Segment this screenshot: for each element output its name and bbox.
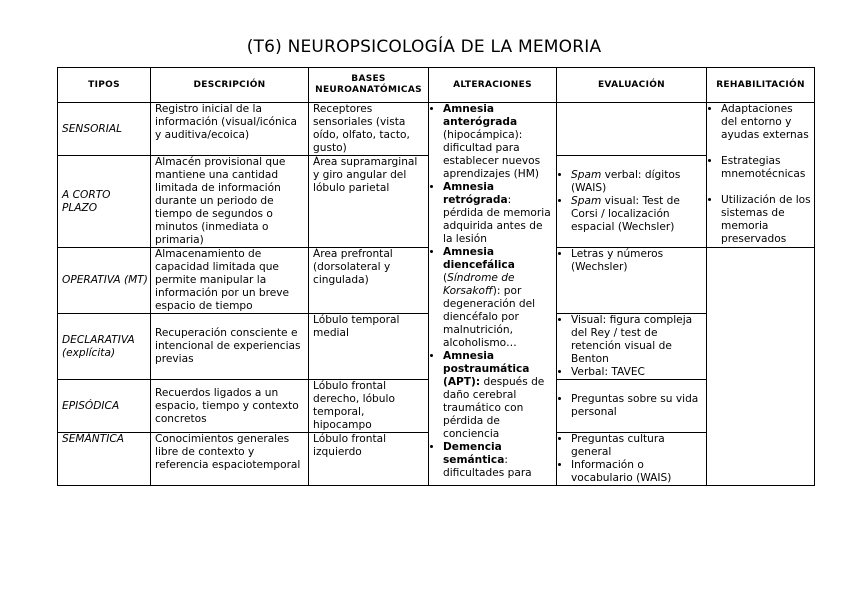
bases-cell: Lóbulo frontal izquierdo [309,433,429,486]
evaluacion-item: • Información o vocabulario (WAIS) [571,459,704,485]
tipo-cell: SENSORIAL [58,103,151,156]
header-alteraciones: ALTERACIONES [429,68,557,103]
evaluacion-item: • Letras y números (Wechsler) [571,248,704,274]
bases-cell: Área supramarginal y giro angular del lóbulo parietal [309,156,429,248]
descripcion-cell: Recuperación consciente e intencional de experiencias previas [151,314,309,380]
evaluacion-item: • Verbal: TAVEC [571,366,704,379]
bases-cell: Lóbulo frontal derecho, lóbulo temporal, hipocampo [309,380,429,433]
evaluacion-item: • Preguntas sobre su vida personal [571,393,704,419]
header-row [58,68,815,103]
header-evaluacion: EVALUACIÓN [557,68,707,103]
alteracion-item: • Demencia semántica: dificultades para [443,441,554,480]
bases-cell: Receptores sensoriales (vista oído, olfato, tacto, gusto) [309,103,429,156]
evaluacion-cell [557,380,707,433]
table-row [58,103,815,156]
bases-cell: Lóbulo temporal medial [309,314,429,380]
evaluacion-cell [557,248,707,314]
descripcion-cell: Recuerdos ligados a un espacio, tiempo y contexto concretos [151,380,309,433]
tipo-cell: SEMÁNTICA [58,433,151,486]
alteracion-item: • Amnesia anterógrada (hipocámpica): dificultad para establecer nuevos aprendizajes (HM) [443,103,554,181]
tipo-cell: DECLARATIVA (explícita) [58,314,151,380]
header-bases: BASES NEUROANATÓMICAS [309,68,429,103]
evaluacion-cell [557,156,707,248]
rehabilitacion-empty-cell [707,248,815,486]
rehabilitacion-cell [707,103,815,248]
alteracion-item: • Amnesia postraumática (APT): después de daño cerebral traumático con pérdida de conciencia [443,350,554,441]
evaluacion-item: • Spam verbal: dígitos (WAIS) [571,169,704,195]
descripcion-cell: Registro inicial de la información (visual/icónica y auditiva/ecoica) [151,103,309,156]
evaluacion-cell [557,103,707,156]
rehabilitacion-item: • Adaptaciones del entorno y ayudas externas [721,103,812,142]
header-tipos: TIPOS [58,68,151,103]
descripcion-cell: Almacenamiento de capacidad limitada que permite manipular la información por un breve espacio de tiempo [151,248,309,314]
bases-cell: Área prefrontal (dorsolateral y cingulada) [309,248,429,314]
alteracion-item: • Amnesia retrógrada: pérdida de memoria adquirida antes de la lesión [443,181,554,246]
descripcion-cell: Almacén provisional que mantiene una cantidad limitada de información durante un periodo de tiempo de segundos o minutos (inmediata o primaria) [151,156,309,248]
header-rehabilitacion: REHABILITACIÓN [707,68,815,103]
evaluacion-cell [557,314,707,380]
alteracion-item: • Amnesia diencefálica (Síndrome de Korsakoff): por degeneración del diencéfalo por malnutrición, alcoholismo… [443,246,554,350]
memory-table [57,67,815,486]
tipo-cell: OPERATIVA (MT) [58,248,151,314]
tipo-cell: EPISÓDICA [58,380,151,433]
evaluacion-item: • Visual: figura compleja del Rey / test de retención visual de Benton [571,314,704,366]
evaluacion-item: • Preguntas cultura general [571,433,704,459]
evaluacion-item: • Spam visual: Test de Corsi / localización espacial (Wechsler) [571,195,704,234]
alteraciones-cell [429,103,557,486]
evaluacion-cell [557,433,707,486]
header-descripcion: DESCRIPCIÓN [151,68,309,103]
page-title: (T6) NEUROPSICOLOGÍA DE LA MEMORIA [246,37,602,57]
descripcion-cell: Conocimientos generales libre de contexto y referencia espaciotemporal [151,433,309,486]
rehabilitacion-item: • Estrategias mnemotécnicas [721,155,812,181]
tipo-cell: A CORTO PLAZO [58,156,151,248]
rehabilitacion-item: • Utilización de los sistemas de memoria preservados [721,194,812,246]
